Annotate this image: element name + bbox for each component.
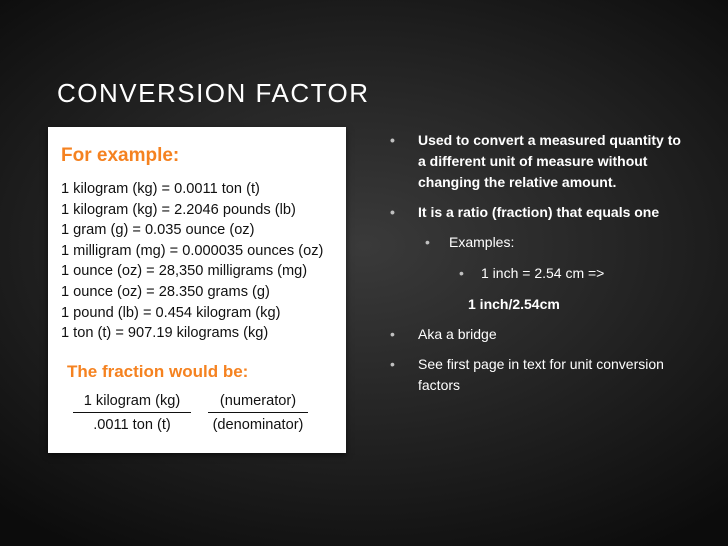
fraction-numerator: 1 kilogram (kg) [73,392,191,413]
bullet-item [388,202,688,223]
bullet-list [388,130,688,405]
fraction-denominator-label: (denominator) [212,417,304,433]
bullet-icon: • [425,234,430,250]
bullet-icon: • [390,132,395,148]
sub-sub-bullet-item [388,263,688,283]
fraction-denominator: .0011 ton (t) [93,417,171,433]
conversion-line: 1 kilogram (kg) = 2.2046 pounds (lb) [61,201,296,218]
bullet-icon: • [390,326,395,342]
bullet-item [388,354,688,396]
example-image-card [48,127,346,453]
conversion-line: 1 gram (g) = 0.035 ounce (oz) [61,222,255,239]
sub-bullet-item [388,232,688,252]
example-heading: For example: [61,145,180,166]
conversion-line: 1 ounce (oz) = 28.350 grams (g) [61,283,270,300]
fraction-legend [208,392,308,434]
conversion-line: 1 pound (lb) = 0.454 kilogram (kg) [61,304,281,321]
conversion-line: 1 ton (t) = 907.19 kilograms (kg) [61,325,269,342]
bullet-icon: • [459,265,464,281]
example-conversion-list [61,179,323,344]
example-result-text: 1 inch/2.54cm [468,296,560,312]
bullet-icon: • [390,356,395,372]
conversion-line: 1 milligram (mg) = 0.000035 ounces (oz) [61,242,324,259]
bullet-text: Used to convert a measured quantity to a different unit of measure without changing the relative amount. [418,132,681,190]
slide-title: CONVERSION FACTOR [57,78,370,108]
conversion-line: 1 kilogram (kg) = 0.0011 ton (t) [61,181,260,197]
bullet-icon: • [390,204,395,220]
fraction-heading: The fraction would be: [67,362,249,381]
bullet-text: See first page in text for unit conversion factors [418,356,664,393]
bullet-text: Examples: [449,234,515,250]
bullet-text: 1 inch = 2.54 cm => [481,265,605,281]
conversion-line: 1 ounce (oz) = 28,350 milligrams (mg) [61,263,308,280]
bullet-item [388,130,688,193]
bullet-text: It is a ratio (fraction) that equals one [418,204,660,220]
bullet-text: Aka a bridge [418,326,497,342]
bullet-item [388,324,688,345]
fraction-numerator-label: (numerator) [208,392,308,413]
fraction-example [73,392,191,434]
